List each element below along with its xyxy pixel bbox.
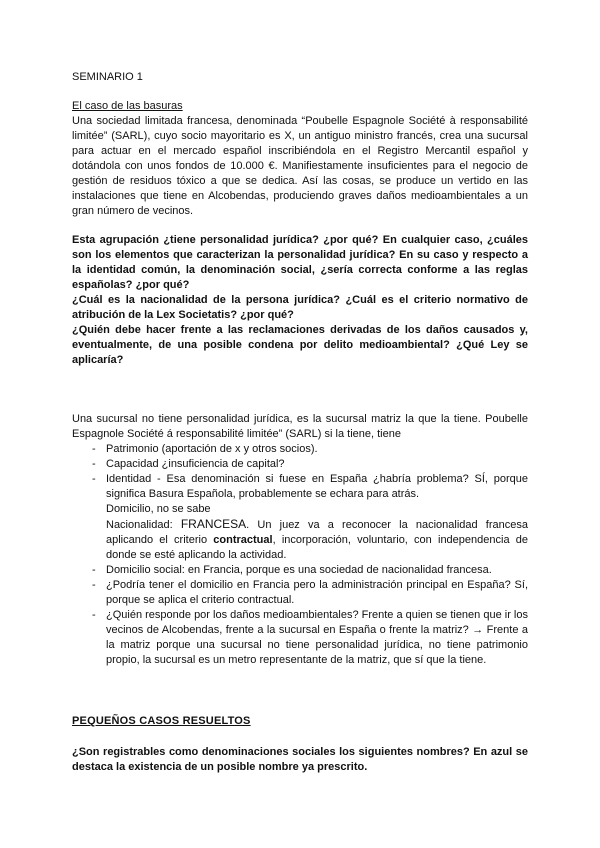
list-item-quien bbox=[93, 608, 528, 668]
domicilio-social-text: Domicilio social: en Francia, porque es una sociedad de nacionalidad francesa. bbox=[106, 564, 492, 576]
nacionalidad-value: FRANCESA bbox=[180, 517, 247, 531]
podria-text: ¿Podría tener el domicilio en Francia pero la administración principal en España? Sí, porque se aplica el criterio contractual. bbox=[106, 579, 528, 606]
answer-block bbox=[72, 412, 528, 668]
answer-intro: Una sucursal no tiene personalidad jurídica, es la sucursal matriz la que la tiene. Poubelle Espagnole Société á responsabilité limitée” (SARL) si la tiene, tiene bbox=[72, 413, 528, 440]
questions-block bbox=[72, 233, 528, 368]
nacionalidad-rest-2: , incorporación, voluntario, con independencia de donde se esté aplicando la actividad. bbox=[106, 534, 528, 561]
capacidad-text: Capacidad ¿insuficiencia de capital? bbox=[106, 458, 285, 470]
question-liability: ¿Quién debe hacer frente a las reclamaciones derivadas de los daños causados y, eventualmente, de una posible condena por delito medioambiental? ¿Qué Ley se aplicaría? bbox=[72, 324, 528, 366]
list-item-podria bbox=[93, 578, 528, 608]
list-item-patrimonio bbox=[93, 442, 528, 457]
list-item-identidad bbox=[93, 472, 528, 563]
question-nationality: ¿Cuál es la nacionalidad de la persona jurídica? ¿Cuál es el criterio normativo de atribución de la Lex Societatis? ¿por qué? bbox=[72, 294, 528, 321]
patrimonio-text: Patrimonio (aportación de x y otros socios). bbox=[106, 443, 318, 455]
case-body: Una sociedad limitada francesa, denominada “Poubelle Espagnole Société à responsabilité limitée” (SARL), cuyo socio mayoritario es X, un antiguo ministro francés, crea una sucursal para actuar en el mercado español inscribiéndola en el Registro Mercantil español y dotándola con unos fondos de 10.000 €. Manifiestamente insuficientes para el negocio de gestión de residuos tóxico a que se dedica. Así las cosas, se produce un vertido en las instalaciones que tiene en Alcobendas, produciendo graves daños medioambientales a un gran número de vecinos. bbox=[72, 115, 528, 217]
seminar-title: SEMINARIO 1 bbox=[72, 71, 143, 83]
answer-list bbox=[72, 442, 528, 668]
small-cases-question: ¿Son registrables como denominaciones sociales los siguientes nombres? En azul se destaca la existencia de un posible nombre ya prescrito. bbox=[72, 746, 528, 773]
list-item-domicilio-social bbox=[93, 563, 528, 578]
document-page bbox=[72, 70, 528, 786]
identidad-text: - Identidad - Esa denominación si fuese en España ¿habría problema? SÍ, porque significa Basura Española, probablemente se echara para atrás. bbox=[106, 473, 528, 500]
section-heading: PEQUEÑOS CASOS RESUELTOS bbox=[72, 715, 251, 727]
domicilio-text: Domicilio, no se sabe bbox=[106, 503, 211, 515]
list-item-capacidad bbox=[93, 457, 528, 472]
nacionalidad-text bbox=[106, 517, 528, 563]
quien-text: ¿Quién responde por los daños medioambientales? Frente a quien se tienen que ir los vecinos de Alcobendas, frente a la sucursal en España o frente la matriz? → Frente a la matriz porque una sucursal no tiene personalidad jurídica, no tiene patrimonio propio, la sucursal es un metro representante de la matriz, que sí que la tiene. bbox=[106, 609, 528, 666]
nacionalidad-label: Nacionalidad: bbox=[106, 519, 173, 531]
case-title: El caso de las basuras bbox=[72, 100, 183, 112]
nacionalidad-rest-1: . Un juez va a reconocer la nacionalidad francesa aplicando el criterio bbox=[106, 519, 528, 546]
question-personality: Esta agrupación ¿tiene personalidad jurídica? ¿por qué? En cualquier caso, ¿cuáles son los elementos que caracterizan la personalidad jurídica? En su caso y respecto a la identidad común, la denominación social, ¿sería correcta conforme a las reglas españolas? ¿por qué? bbox=[72, 234, 528, 291]
nacionalidad-criterio: contractual bbox=[213, 534, 273, 546]
